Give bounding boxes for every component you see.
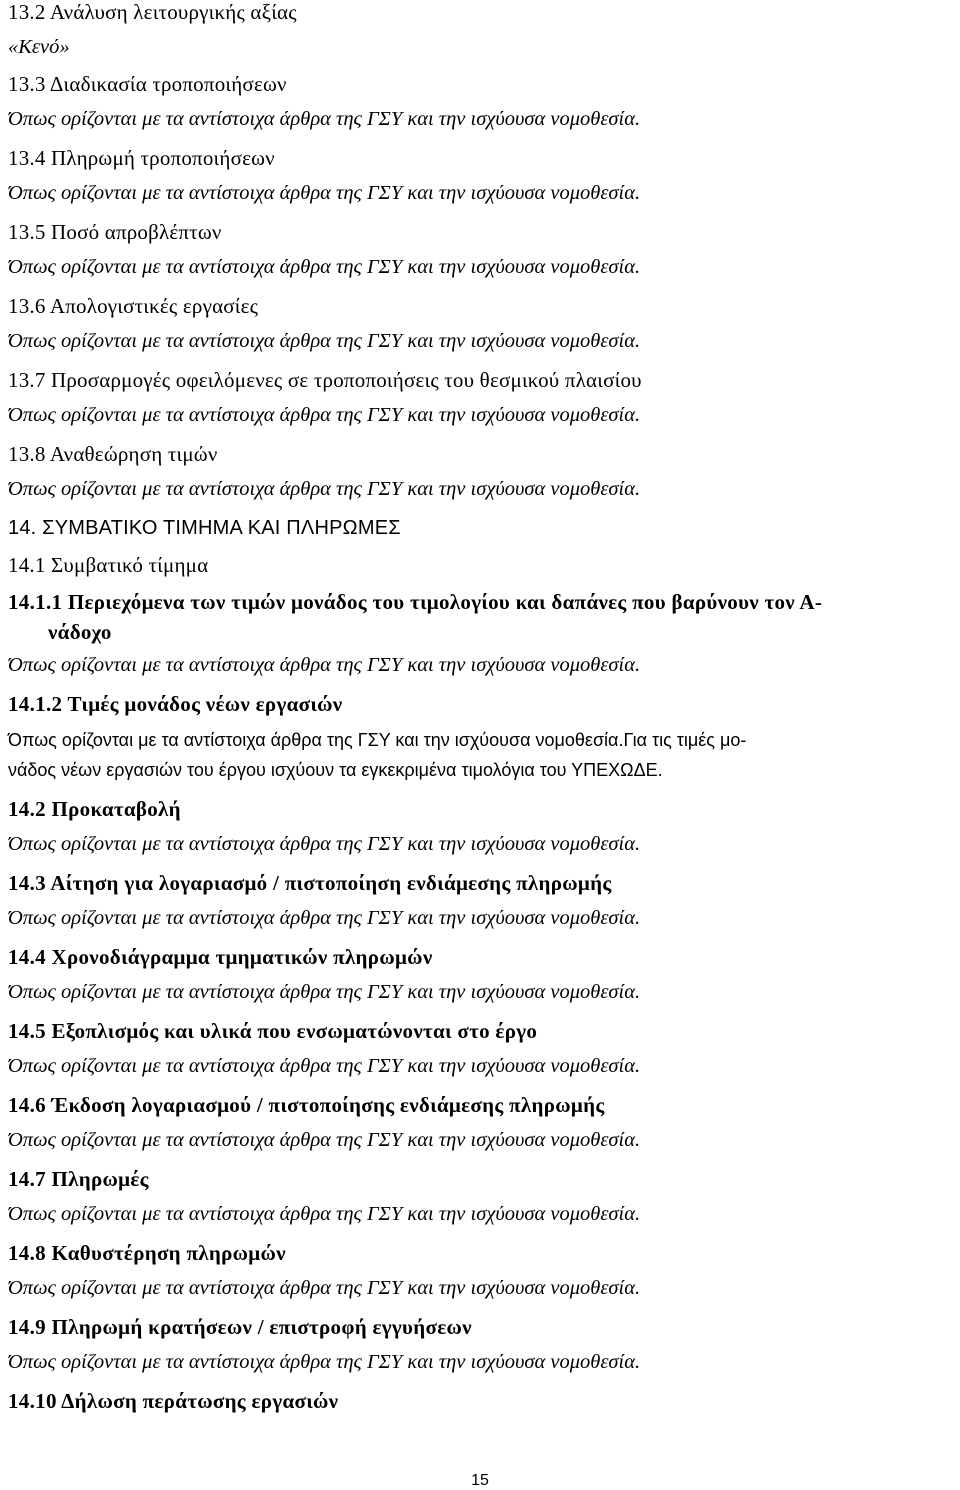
body-13-7: Όπως ορίζονται με τα αντίστοιχα άρθρα της ΓΣΥ και την ισχύουσα νομοθεσία. <box>8 404 641 426</box>
heading-14-2: 14.2 Προκαταβολή <box>8 797 181 821</box>
heading-13-2: 13.2 Ανάλυση λειτουργικής αξίας <box>8 0 297 24</box>
heading-14-7: 14.7 Πληρωμές <box>8 1167 149 1191</box>
body-14-7: Όπως ορίζονται με τα αντίστοιχα άρθρα της ΓΣΥ και την ισχύουσα νομοθεσία. <box>8 1203 641 1225</box>
body-13-5: Όπως ορίζονται με τα αντίστοιχα άρθρα της ΓΣΥ και την ισχύουσα νομοθεσία. <box>8 256 641 278</box>
body-14-6: Όπως ορίζονται με τα αντίστοιχα άρθρα της ΓΣΥ και την ισχύουσα νομοθεσία. <box>8 1129 641 1151</box>
body-14-1-2-line2: νάδος νέων εργασιών του έργου ισχύουν τα εγκεκριμένα τιμολόγια του ΥΠΕΧΩΔΕ. <box>8 760 663 780</box>
heading-13-6: 13.6 Απολογιστικές εργασίες <box>8 294 259 318</box>
heading-14-1: 14.1 Συμβατικό τίμημα <box>8 553 209 577</box>
body-14-9: Όπως ορίζονται με τα αντίστοιχα άρθρα της ΓΣΥ και την ισχύουσα νομοθεσία. <box>8 1351 641 1373</box>
heading-14-1-1-line2: νάδοχο <box>48 620 112 644</box>
page-number: 15 <box>471 1472 489 1489</box>
heading-14: 14. ΣΥΜΒΑΤΙΚΟ ΤΙΜΗΜΑ ΚΑΙ ΠΛΗΡΩΜΕΣ <box>8 517 401 539</box>
heading-14-6: 14.6 Έκδοση λογαριασμού / πιστοποίησης ενδιάμεσης πληρωμής <box>8 1093 605 1117</box>
body-13-4: Όπως ορίζονται με τα αντίστοιχα άρθρα της ΓΣΥ και την ισχύουσα νομοθεσία. <box>8 182 641 204</box>
heading-13-7: 13.7 Προσαρμογές οφειλόμενες σε τροποποιήσεις του θεσμικού πλαισίου <box>8 368 642 392</box>
body-14-1-2-line1: Όπως ορίζονται με τα αντίστοιχα άρθρα της ΓΣΥ και την ισχύουσα νομοθεσία.Για τις τιμές μο- <box>8 730 747 750</box>
body-14-3: Όπως ορίζονται με τα αντίστοιχα άρθρα της ΓΣΥ και την ισχύουσα νομοθεσία. <box>8 907 641 929</box>
heading-14-9: 14.9 Πληρωμή κρατήσεων / επιστροφή εγγυήσεων <box>8 1315 472 1339</box>
heading-14-10: 14.10 Δήλωση περάτωσης εργασιών <box>8 1389 339 1413</box>
body-13-2: «Κενό» <box>8 36 70 58</box>
heading-14-1-1-line1: 14.1.1 Περιεχόμενα των τιμών μονάδος του τιμολογίου και δαπάνες που βαρύνουν τον Α- <box>8 590 823 614</box>
heading-14-1-2: 14.1.2 Τιμές μονάδος νέων εργασιών <box>8 692 343 716</box>
body-14-8: Όπως ορίζονται με τα αντίστοιχα άρθρα της ΓΣΥ και την ισχύουσα νομοθεσία. <box>8 1277 641 1299</box>
heading-13-4: 13.4 Πληρωμή τροποποιήσεων <box>8 146 275 170</box>
body-13-3: Όπως ορίζονται με τα αντίστοιχα άρθρα της ΓΣΥ και την ισχύουσα νομοθεσία. <box>8 108 641 130</box>
body-13-6: Όπως ορίζονται με τα αντίστοιχα άρθρα της ΓΣΥ και την ισχύουσα νομοθεσία. <box>8 330 641 352</box>
body-14-5: Όπως ορίζονται με τα αντίστοιχα άρθρα της ΓΣΥ και την ισχύουσα νομοθεσία. <box>8 1055 641 1077</box>
heading-14-8: 14.8 Καθυστέρηση πληρωμών <box>8 1241 286 1265</box>
heading-14-3: 14.3 Αίτηση για λογαριασμό / πιστοποίηση ενδιάμεσης πληρωμής <box>8 871 612 895</box>
body-14-1-1: Όπως ορίζονται με τα αντίστοιχα άρθρα της ΓΣΥ και την ισχύουσα νομοθεσία. <box>8 654 641 676</box>
body-14-2: Όπως ορίζονται με τα αντίστοιχα άρθρα της ΓΣΥ και την ισχύουσα νομοθεσία. <box>8 833 641 855</box>
body-14-4: Όπως ορίζονται με τα αντίστοιχα άρθρα της ΓΣΥ και την ισχύουσα νομοθεσία. <box>8 981 641 1003</box>
heading-14-5: 14.5 Εξοπλισμός και υλικά που ενσωματώνονται στο έργο <box>8 1019 538 1043</box>
heading-13-3: 13.3 Διαδικασία τροποποιήσεων <box>8 72 287 96</box>
body-13-8: Όπως ορίζονται με τα αντίστοιχα άρθρα της ΓΣΥ και την ισχύουσα νομοθεσία. <box>8 478 641 500</box>
heading-13-5: 13.5 Ποσό απροβλέπτων <box>8 220 222 244</box>
heading-13-8: 13.8 Αναθεώρηση τιμών <box>8 442 218 466</box>
heading-14-4: 14.4 Χρονοδιάγραμμα τμηματικών πληρωμών <box>8 945 433 969</box>
